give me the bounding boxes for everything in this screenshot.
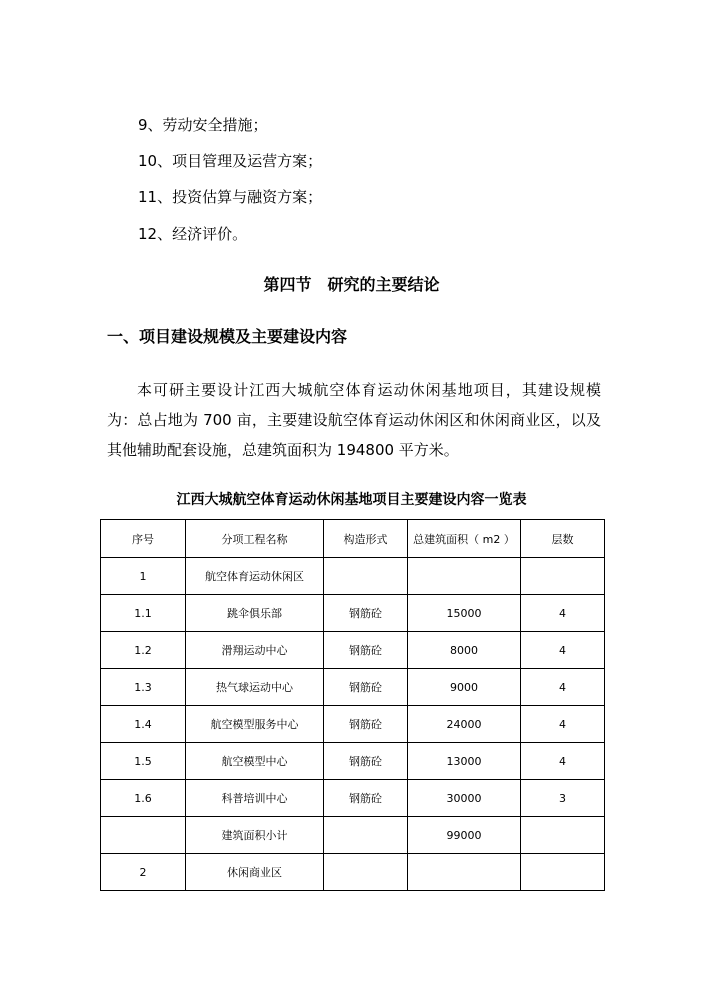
- cell-area: [408, 558, 521, 595]
- cell-serial: 1.4: [101, 706, 186, 743]
- list-item: 9、劳动安全措施；: [138, 116, 268, 134]
- cell-floors: 4: [521, 743, 605, 780]
- cell-serial: 1.5: [101, 743, 186, 780]
- subsection-heading: 一、项目建设规模及主要建设内容: [107, 327, 348, 346]
- cell-item-name: 滑翔运动中心: [186, 632, 324, 669]
- header-item-name: 分项工程名称: [186, 520, 324, 558]
- cell-item-name: 航空模型服务中心: [186, 706, 324, 743]
- cell-area: 13000: [408, 743, 521, 780]
- table-row: [101, 595, 605, 632]
- cell-area: 8000: [408, 632, 521, 669]
- cell-serial: 1: [101, 558, 186, 595]
- cell-serial: 2: [101, 854, 186, 891]
- cell-area: 15000: [408, 595, 521, 632]
- cell-item-name: 航空体育运动休闲区: [186, 558, 324, 595]
- cell-structure: 钢筋砼: [324, 706, 408, 743]
- header-floors: 层数: [521, 520, 605, 558]
- cell-structure: 钢筋砼: [324, 780, 408, 817]
- cell-serial: [101, 817, 186, 854]
- cell-area: 99000: [408, 817, 521, 854]
- list-item: 10、项目管理及运营方案；: [138, 152, 323, 170]
- cell-floors: 4: [521, 595, 605, 632]
- section-title: 第四节 研究的主要结论: [263, 275, 440, 294]
- cell-serial: 1.3: [101, 669, 186, 706]
- cell-structure: [324, 817, 408, 854]
- table-row: [101, 817, 605, 854]
- cell-area: 9000: [408, 669, 521, 706]
- table-row: [101, 669, 605, 706]
- cell-item-name: 热气球运动中心: [186, 669, 324, 706]
- cell-item-name: 休闲商业区: [186, 854, 324, 891]
- table-row: [101, 854, 605, 891]
- header-area: 总建筑面积（ m2 ）: [408, 520, 521, 558]
- cell-structure: [324, 558, 408, 595]
- cell-area: [408, 854, 521, 891]
- cell-item-name: 航空模型中心: [186, 743, 324, 780]
- cell-serial: 1.2: [101, 632, 186, 669]
- cell-floors: [521, 854, 605, 891]
- table-row: [101, 706, 605, 743]
- header-serial: 序号: [101, 520, 186, 558]
- table-row: [101, 743, 605, 780]
- cell-floors: 3: [521, 780, 605, 817]
- cell-structure: 钢筋砼: [324, 669, 408, 706]
- cell-item-name: 跳伞俱乐部: [186, 595, 324, 632]
- table-row: [101, 558, 605, 595]
- cell-structure: 钢筋砼: [324, 632, 408, 669]
- cell-structure: [324, 854, 408, 891]
- cell-item-name: 科普培训中心: [186, 780, 324, 817]
- cell-floors: 4: [521, 632, 605, 669]
- cell-structure: 钢筋砼: [324, 743, 408, 780]
- cell-serial: 1.6: [101, 780, 186, 817]
- header-structure: 构造形式: [324, 520, 408, 558]
- cell-area: 30000: [408, 780, 521, 817]
- table-row: [101, 780, 605, 817]
- cell-serial: 1.1: [101, 595, 186, 632]
- table-caption: 江西大城航空体育运动休闲基地项目主要建设内容一览表: [176, 492, 527, 508]
- cell-floors: 4: [521, 669, 605, 706]
- body-paragraph: 本可研主要设计江西大城航空体育运动休闲基地项目，其建设规模为：总占地为 700 亩，主要建设航空体育运动休闲区和休闲商业区，以及其他辅助配套设施，总建筑面积为 194800 平方米。: [107, 381, 601, 459]
- table-header-row: [101, 520, 605, 558]
- table-row: [101, 632, 605, 669]
- cell-area: 24000: [408, 706, 521, 743]
- cell-floors: [521, 817, 605, 854]
- cell-floors: [521, 558, 605, 595]
- construction-table: [100, 519, 605, 891]
- cell-structure: 钢筋砼: [324, 595, 408, 632]
- list-item: 12、经济评价。: [138, 225, 248, 243]
- cell-item-name: 建筑面积小计: [186, 817, 324, 854]
- list-item: 11、投资估算与融资方案；: [138, 188, 323, 206]
- cell-floors: 4: [521, 706, 605, 743]
